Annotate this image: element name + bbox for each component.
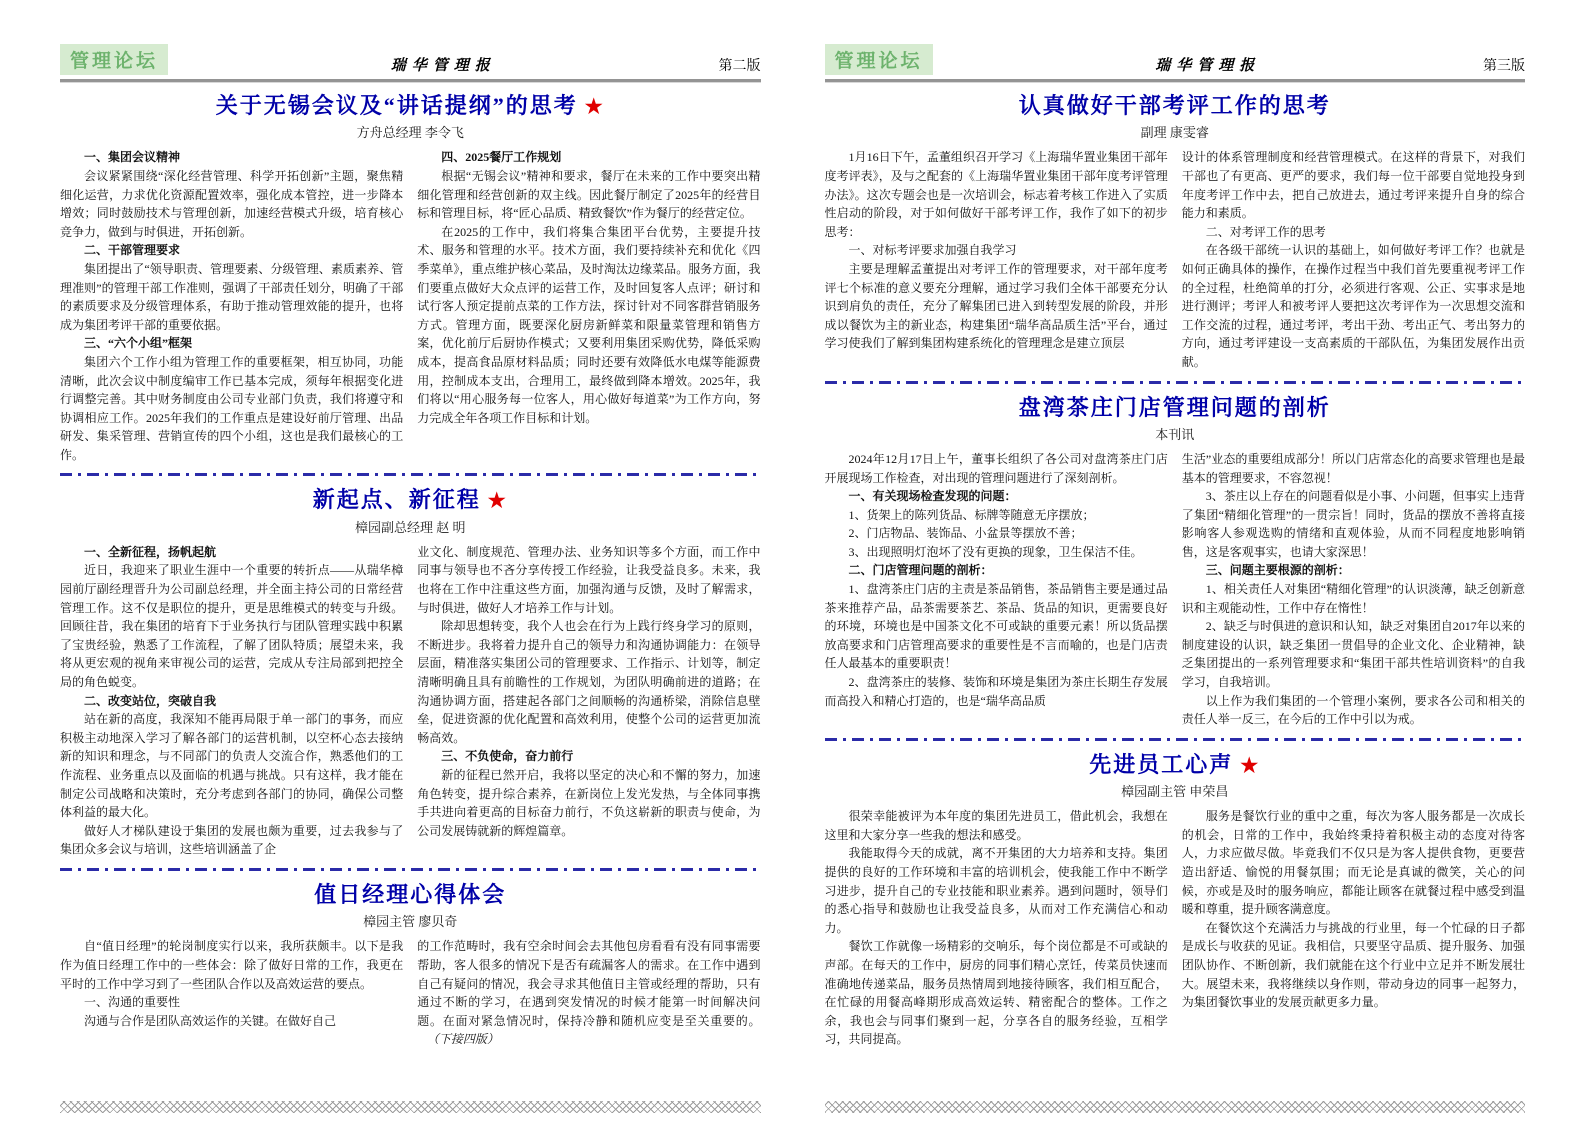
paragraph [417,617,760,747]
paragraph-text: 做好人才梯队建设于集团的发展也颇为重要，过去我参与了集团众多会议与培训，这些培训涵盖了企 [60,823,404,857]
articles-container-right [825,84,1526,1049]
article-columns [825,807,1526,1049]
paragraph [1182,148,1525,222]
paragraph [1182,580,1525,617]
paragraph-text: 服务是餐饮行业的重中之重，每次为客人服务都是一次成长的机会，日常的工作中，我始终秉持着积极主动的态度对待客人，力求应做尽做。毕竟我们不仅只是为客人提供食物，更要营造出舒适、愉悦的用餐氛围；而无论是真诚的微笑，关心的问候，亦或是及时的服务响应，都能让顾客在就餐过程中感受到温暖和尊重，提升顾客满意度。 [1181,809,1525,917]
paragraph [825,148,1168,241]
paragraph-text: 在各级干部统一认识的基础上，如何做好考评工作？也就是如何正确具体的操作，在操作过程当中我们首先要重视考评工作的全过程，杜绝简单的打分，必须进行客观、公正、实事求是地进行测评；考评人和被考评人要把这次考评作为一次思想交流和工作交流的过程，通过考评，考出干劲、考出正气、考出努力的方向，通过考评建设一支高素质的干部队伍，为集团发展作出贡献。 [1181,243,1525,369]
article-column [1182,450,1525,729]
paragraph [60,260,403,334]
paragraph-text: 除却思想转变，我个人也会在行为上践行终身学习的原则，不断进步。我将着力提升自己的领导力和沟通协调能力：在领导层面，精准落实集团公司的管理要求、工作指示、计划等，制定清晰明确且具有前瞻性的工作规划，为团队明确前进的道路；在沟通协调方面，搭建起各部门之间顺畅的沟通桥梁，消除信息壁垒，促进资源的优化配置和高效利用，使整个公司的运营更加流畅高效。 [417,619,761,745]
masthead-rule [825,79,1526,82]
article-divider [825,381,1526,384]
article [60,84,761,464]
paragraph [1182,450,1525,487]
article-title-text: 先进员工心声 [1089,751,1234,777]
paragraph-text: 的工作范畴时，我有空余时间会去其他包房看看有没有同事需要帮助，客人很多的情况下是否有疏漏客人的需求。在工作中遇到自己有疑问的情况，我会寻求其他值日主管或经理的帮助，只有通过不断的学习，在遇到突发情况的时候才能第一时间解决问题。在面对紧急情况时，保持冷静和随机应变是至关重要的。 [417,939,761,1028]
paragraph-text: 1、相关责任人对集团“精细化管理”的认识淡薄，缺乏创新意识和主观能动性，工作中存在惰性！ [1181,582,1525,615]
paragraph-text: 在2025的工作中，我们将集合集团平台优势，主要提升技术、服务和管理的水平。技术方面，我们要持续补充和优化《四季菜单》，重点维护核心菜品，及时淘汰边缘菜品。服务方面，我们要重点做好大众点评的运营工作，及时回复客人点评；研讨和试行客人预定提前点菜的工作方法，探讨针对不同客群营销服务方式。管理方面，既要深化厨房新鲜菜和限量菜管理和销售方案，优化前厅后厨协作模式；又要利用集团采购优势，降低采购成本，提高食品原材料品质；同时还要有效降低水电煤等能源费用，控制成本支出，合理用工，最终做到降本增效。2025年，我们将以“用心服务每一位客人，用心做好每道菜”为工作方向，努力完成全年各项工作目标和计划。 [417,224,761,425]
paragraph [1182,617,1525,691]
section-heading [60,334,403,353]
article [60,478,761,858]
section-heading [60,692,403,711]
paragraph-text: 会议紧紧围绕“深化经营管理、科学开拓创新”主题，聚焦精细化运营，力求优化资源配置效率，强化成本管控，进一步降本增效；同时鼓励技术与管理创新，加速经营模式升级，培育核心竞争力，做到与时俱进，开拓创新。 [60,168,404,239]
article-column [417,543,760,859]
page-number-label: 第三版 [1483,59,1525,74]
page-three [825,44,1526,1113]
paragraph-text: 业文化、制度规范、管理办法、业务知识等多个方面，而工作中同事与领导也不吝分享传授工作经验，让我受益良多。未来，我也将在工作中注重这些方面，加强沟通与反馈，及时了解需求，与时俱进，做好人才培养工作与计划。 [417,544,761,615]
paragraph-text: 3、出现照明灯泡坏了没有更换的现象，卫生保洁不佳。 [848,544,1143,559]
paragraph [417,543,760,617]
paragraph-text: 一、对标考评要求加强自我学习 [848,243,1017,258]
paragraph-text: 3、茶庄以上存在的问题看似是小事、小问题，但事实上违背了集团“精细化管理”的一贯宗旨！同时，货品的摆放不善将直接影响客人参观选购的情绪和直观体验，从而不同程度地影响销售，这是客观事实，也请大家深思！ [1181,489,1525,559]
paragraph [60,353,403,465]
paragraph-text: 1、盘湾茶庄门店的主责是茶品销售，茶品销售主要是通过品茶来推荐产品，品茶需要茶艺、茶品、货品的知识，更需要良好的环境，环境也是中国茶文化不可或缺的重要元素！所以货品摆放高要求和门店管理高要求的重要性是不言而喻的，也是门店责任人最基本的重要职责！ [824,582,1168,671]
paragraph [1182,919,1525,1012]
article-author: 樟园主管 廖贝奇 [363,914,458,930]
article-column [1182,148,1525,371]
paragraph [1182,223,1525,242]
article [825,84,1526,372]
article-column [825,148,1168,371]
paragraph [60,1012,403,1031]
paragraph-text: 我能取得今天的成就，离不开集团的大力培养和支持。集团提供的良好的工作环境和丰富的培训机会，使我能工作中不断学习进步，提升自己的专业技能和职业素养。遇到问题时，领导们的悉心指导和鼓励也让我受益良多，从而对工作充满信心和动力。 [824,846,1168,935]
masthead-rule [60,79,761,82]
bottom-border [60,1101,761,1113]
article-author: 樟园副总经理 赵 明 [354,519,466,535]
article-author: 副理 康雯睿 [1140,125,1209,141]
paragraph-text: 在餐饮这个充满活力与挑战的行业里，每一个忙碌的日子都是成长与收获的见证。我相信，只要坚守品质、提升服务、加强团队协作、不断创新，我们就能在这个行业中立足并不断发展壮大。展望未来，我将继续以身作则，带动身边的同事一起努力，为集团餐饮事业的发展贡献更多力量。 [1181,920,1525,1010]
forum-label: 管理论坛 [60,44,168,75]
paragraph-text: 2、盘湾茶庄的装修、装饰和环境是集团为茶庄长期生存发展而高投入和精心打造的，也是“瑞华高品质 [824,675,1168,708]
paragraph-text: 二、门店管理问题的剖析： [848,563,993,578]
paragraph-text: 二、改变站位，突破自我 [84,693,217,708]
article-column [417,148,760,464]
paragraph [60,561,403,691]
paragraph [60,167,403,241]
paragraph [1182,487,1525,561]
article [60,873,761,1049]
paragraph [825,807,1168,844]
article-column [1182,807,1525,1049]
article-title [60,93,761,119]
article-columns [60,543,761,859]
paragraph [1182,692,1525,729]
article-title [825,93,1526,119]
paragraph [60,710,403,822]
masthead [825,44,1526,79]
paragraph-text: 以上作为我们集团的一个管理小案例，要求各公司和相关的责任人举一反三，在今后的工作中引以为戒。 [1181,693,1525,727]
paragraph-text: 一、集团会议精神 [84,150,181,165]
article-title [825,752,1526,778]
paragraph [825,524,1168,543]
paragraph [1182,807,1525,919]
paragraph-text: 一、有关现场检查发现的问题： [848,489,1017,504]
paragraph-text: 很荣幸能被评为本年度的集团先进员工，借此机会，我想在这里和大家分享一些我的想法和感受。 [824,809,1168,842]
article [825,743,1526,1049]
paragraph-text: 二、对考评工作的思考 [1205,224,1326,239]
section-heading [417,747,760,766]
article [825,386,1526,729]
article-column [417,937,760,1049]
paragraph [1182,241,1525,371]
section-heading [417,148,760,167]
articles-container-left [60,84,761,1049]
paragraph-text: 设计的体系管理制度和经营管理模式。在这样的背景下，对我们干部也了有更高、更严的要求，我们每一位干部要自觉地投身到年度考评工作中去，把自己放进去，通过考评来提升自身的综合能力和素质。 [1181,150,1525,221]
article-column [60,937,403,1049]
paragraph-text: 主要是理解孟董提出对考评工作的管理要求，对干部年度考评七个标准的意义要充分理解，通过学习我们全体干部要充分认识到肩负的责任，充分了解集团已进入到转型发展的阶段，并形成以餐饮为主的新业态，构建集团“瑞华高品质生活”平台，通过学习使我们了解到集团构建系统化的管理理念是建立顶层 [824,261,1168,351]
article-author: 樟园副主管 申荣昌 [1121,784,1229,800]
article-columns [60,937,761,1049]
article-author: 本刊讯 [1155,426,1195,442]
paragraph-text: 四、2025餐厅工作规划 [441,150,562,165]
star-icon: ★ [584,96,605,118]
paragraph-text: 新的征程已然开启，我将以坚定的决心和不懈的努力，加速角色转变，提升综合素养，在新岗位上发光发热，与全体同事携手共进向着更高的目标奋力前行，不负这崭新的职责与使命，为公司发展铸就新的辉煌篇章。 [417,768,761,838]
paper-title: 瑞华管理报 [1155,58,1261,74]
paragraph [825,506,1168,525]
paragraph-text: 三、不负使命，奋力前行 [441,749,574,764]
article-divider [60,868,761,871]
article-column [60,148,403,464]
article-title-text: 盘湾茶庄门店管理问题的剖析 [1018,394,1331,420]
section-heading [60,543,403,562]
paragraph [60,993,403,1012]
paragraph-text: 一、全新征程，扬帆起航 [84,544,217,559]
article-title-text: 值日经理心得体会 [314,881,507,907]
paragraph [825,937,1168,1049]
paper-title: 瑞华管理报 [390,58,496,74]
paragraph [60,822,403,859]
paragraph-text: 2024年12月17日上午，董事长组织了各公司对盘湾茶庄门店开展现场工作检查，对出现的管理问题进行了深刻剖析。 [824,451,1168,485]
star-icon: ★ [487,490,508,513]
page-number-label: 第二版 [718,59,761,74]
forum-label: 管理论坛 [825,44,933,75]
paragraph-text: 站在新的高度，我深知不能再局限于单一部门的事务，而应积极主动地深入学习了解各部门的运营机制，以空杯心态去接纳新的知识和理念，与不同部门的负责人交流合作，熟悉他们的工作流程、业务重点以及面临的机遇与挑战。只有这样，我才能在制定公司战略和决策时，充分考虑到各部门的协同，确保公司整体利益的最大化。 [60,712,404,820]
paragraph [825,673,1168,710]
article-title [60,882,761,908]
paragraph-text: 自“值日经理”的轮岗制度实行以来，我所获颇丰。以下是我作为值日经理工作中的一些体会：除了做好日常的工作，我更在平时的工作中学习到了一些团队合作以及高效运营的要点。 [60,939,404,991]
paragraph [825,543,1168,562]
paragraph-text: 1月16日下午，孟董组织召开学习《上海瑞华置业集团干部年度考评表》，及与之配套的《上海瑞华置业集团干部年度考评管理办法》。这次专题会也是一次培训会，标志着考核工作进入了实质性启动的阶段，对于如何做好干部考评工作，我作了如下的初步思考： [824,150,1168,239]
paragraph-text: 餐饮工作就像一场精彩的交响乐，每个岗位都是不可或缺的声部。在每天的工作中，厨房的同事们精心烹饪，传菜员快速而准确地传递菜品，服务员热情周到地接待顾客，我们相互配合，在忙碌的用餐高峰期形成高效运转、精密配合的整体。工作之余，我也会与同事们聚到一起，分享各自的服务经验，互相学习，共同提高。 [824,939,1168,1047]
paragraph-text: 1、货架上的陈列货品、标牌等随意无序摆放； [848,507,1095,522]
article-title-text: 认真做好干部考评工作的思考 [1018,93,1331,118]
masthead [60,44,761,79]
article-divider [825,738,1526,741]
section-heading [825,561,1168,580]
paragraph [825,844,1168,937]
paragraph [417,167,760,223]
section-heading [825,487,1168,506]
paragraph-text: 2、门店物品、装饰品、小盆景等摆放不善； [848,526,1083,541]
star-icon: ★ [1240,754,1261,777]
section-heading [1182,561,1525,580]
article-divider [60,473,761,476]
paragraph-text: 一、沟通的重要性 [84,995,181,1010]
paragraph [825,241,1168,260]
paragraph-text: 根据“无锡会议”精神和要求，餐厅在未来的工作中要突出精细化管理和经营创新的双主线。因此餐厅制定了2025年的经营目标和管理目标，将“匠心品质、精致餐饮”作为餐厅的经营定位。 [417,168,761,221]
article-title-text: 新起点、新征程 [312,487,481,513]
paragraph-text: 沟通与合作是团队高效运作的关键。在做好自己 [84,1013,337,1028]
article-title-text: 关于无锡会议及“讲话提纲”的思考 [215,93,578,118]
paragraph [60,937,403,993]
section-heading [60,241,403,260]
section-heading [60,148,403,167]
paragraph-text: 三、“六个小组”框架 [84,336,193,351]
paragraph-text: 集团提出了“领导职责、管理要素、分级管理、素质素养、管理准则”的管理干部工作准则，强调了干部责任划分，明确了干部的素质要求及分级管理体系，有助于推动管理效能的提升，也将成为集团考评干部的重要依据。 [60,261,404,332]
article-column [825,450,1168,729]
paragraph [417,223,760,428]
paragraph [417,766,760,840]
page-two [60,44,761,1113]
paragraph [825,450,1168,487]
paragraph [417,937,760,1049]
article-column [60,543,403,859]
paragraph [825,580,1168,673]
paragraph-text: 近日，我迎来了职业生涯中一个重要的转折点——从瑞华樟园前厅副经理晋升为公司副总经理，并全面主持公司的日常经营管理工作。这不仅是职位的提升，更是思维模式的转变与升级。回顾往昔，我在集团的培育下于业务执行与团队管理实践中积累了宝贵经验，熟悉了工作流程，了解了团队特质；展望未来，我将从更宏观的视角来审视公司的运营，完成从专注局部到把控全局的角色蜕变。 [60,563,404,690]
article-columns [60,148,761,464]
article-column [825,807,1168,1049]
article-author: 方舟总经理 李令飞 [356,125,464,141]
paragraph-text: 三、问题主要根源的剖析： [1205,563,1350,578]
article-columns [825,148,1526,371]
continuation-note: （下接四版） [426,1032,499,1047]
article-columns [825,450,1526,729]
paragraph-text: 2、缺乏与时俱进的意识和认知，缺乏对集团自2017年以来的制度建设的认识，缺乏集团一贯倡导的企业文化、企业精神，缺乏集团提出的一系列管理要求和“集团干部共性培训资料”的自我学习，自我培训。 [1181,619,1525,690]
bottom-border [825,1101,1526,1113]
article-title [825,395,1526,421]
paragraph-text: 集团六个工作小组为管理工作的重要框架，相互协同，功能清晰，此次会议中制度编审工作已基本完成，须每年根据变化进行调整完善。其中财务制度由公司专业部门负责，我们将遵守和协调相应工作。2025年我们的工作重点是建设好前厅管理、出品研发、集采管理、营销宣传的四个小组，这也是我们最核心的工作。 [60,354,404,462]
paragraph-text: 二、干部管理要求 [84,243,181,258]
paragraph [825,260,1168,353]
paragraph-text: 生活”业态的重要组成部分！所以门店常态化的高要求管理也是最基本的管理要求，不容忽视！ [1181,451,1525,485]
article-title [60,487,761,513]
